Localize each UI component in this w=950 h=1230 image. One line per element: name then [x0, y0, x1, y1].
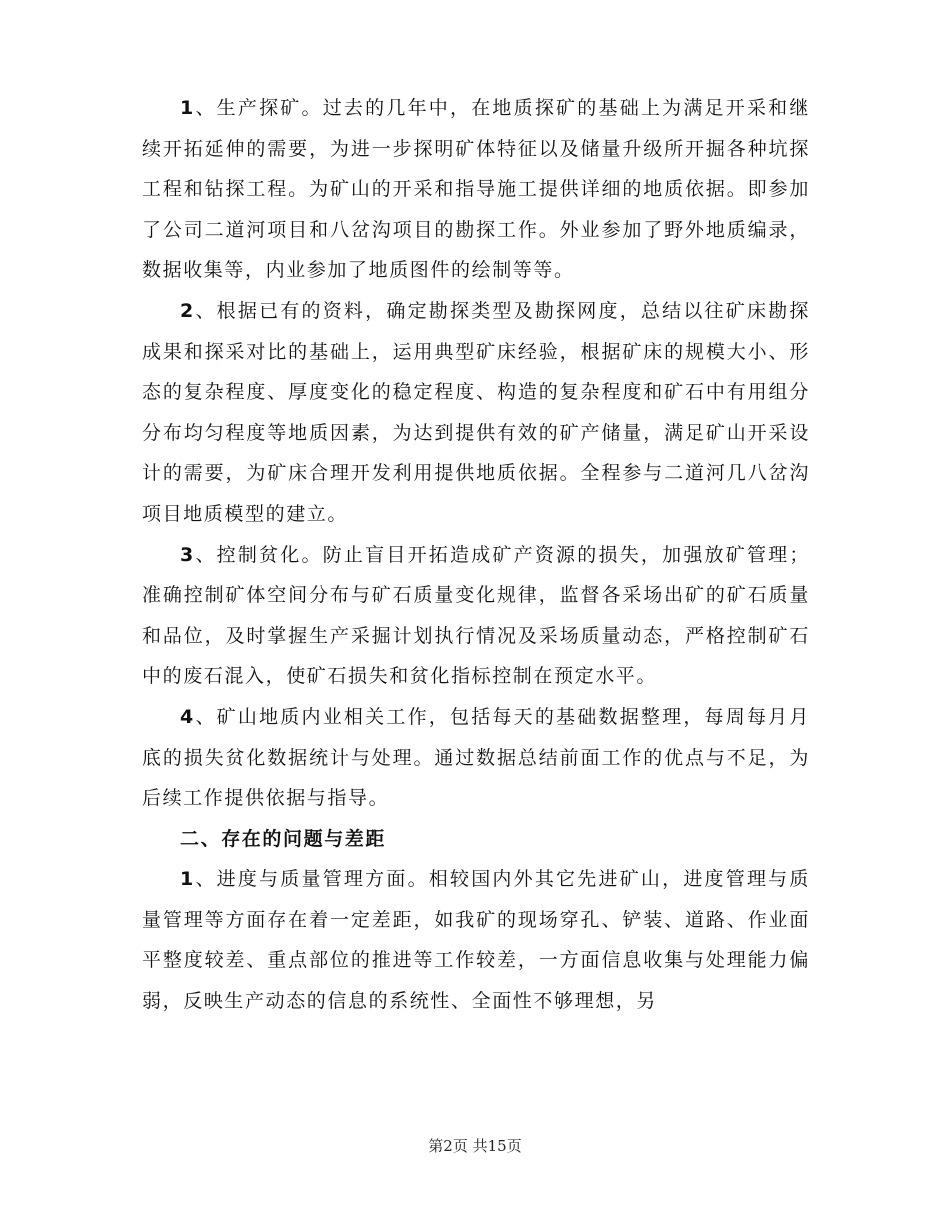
page-footer — [0, 1135, 950, 1156]
paragraph-2 — [142, 291, 810, 535]
paragraph-3-text: 、控制贫化。防止盲目开拓造成矿产资源的损失，加强放矿管理；准确控制矿体空间分布与矿石质量变化规律，监督各采场出矿的矿石质量和品位，及时掌握生产采掘计划执行情况及采场质量动态，严格控制矿石中的废石混入，使矿石损失和贫化指标控制在预定水平。 — [142, 543, 810, 688]
document-body — [142, 88, 810, 1022]
paragraph-1-text: 、生产探矿。过去的几年中，在地质探矿的基础上为满足开采和继续开拓延伸的需要，为进一步探明矿体特征以及储量升级所开掘各种坑探工程和钻探工程。为矿山的开采和指导施工提供详细的地质依据。即参加了公司二道河项目和八岔沟项目的勘探工作。外业参加了野外地质编录，数据收集等，内业参加了地质图件的绘制等等。 — [142, 97, 810, 282]
paragraph-4-text: 、矿山地质内业相关工作，包括每天的基础数据整理，每周每月月底的损失贫化数据统计与处理。通过数据总结前面工作的优点与不足，为后续工作提供依据与指导。 — [142, 705, 810, 810]
paragraph-4 — [142, 697, 810, 819]
paragraph-3-number: 3 — [180, 543, 195, 566]
paragraph-1 — [142, 88, 810, 291]
section-paragraph-1-number: 1 — [180, 868, 195, 891]
paragraph-3 — [142, 535, 810, 697]
paragraph-1-number: 1 — [180, 97, 195, 119]
paragraph-2-number: 2 — [180, 299, 195, 322]
section-heading: 二、存在的问题与差距 — [180, 827, 387, 850]
paragraph-4-number: 4 — [180, 705, 195, 728]
page-number-label: 第2页 共15页 — [428, 1137, 522, 1155]
section-paragraph-1-text: 、进度与质量管理方面。相较国内外其它先进矿山，进度管理与质量管理等方面存在着一定差距，如我矿的现场穿孔、铲装、道路、作业面平整度较差、重点部位的推进等工作较差，一方面信息收集与处理能力偏弱，反映生产动态的信息的系统性、全面性不够理想，另 — [142, 868, 810, 1013]
paragraph-2-text: 、根据已有的资料，确定勘探类型及勘探网度，总结以往矿床勘探成果和探采对比的基础上，运用典型矿床经验，根据矿床的规模大小、形态的复杂程度、厚度变化的稳定程度、构造的复杂程度和矿石中有用组分分布均匀程度等地质因素，为达到提供有效的矿产储量，满足矿山开采设计的需要，为矿床合理开发利用提供地质依据。全程参与二道河几八岔沟项目地质模型的建立。 — [142, 299, 810, 525]
section-paragraph-1 — [142, 859, 810, 1021]
